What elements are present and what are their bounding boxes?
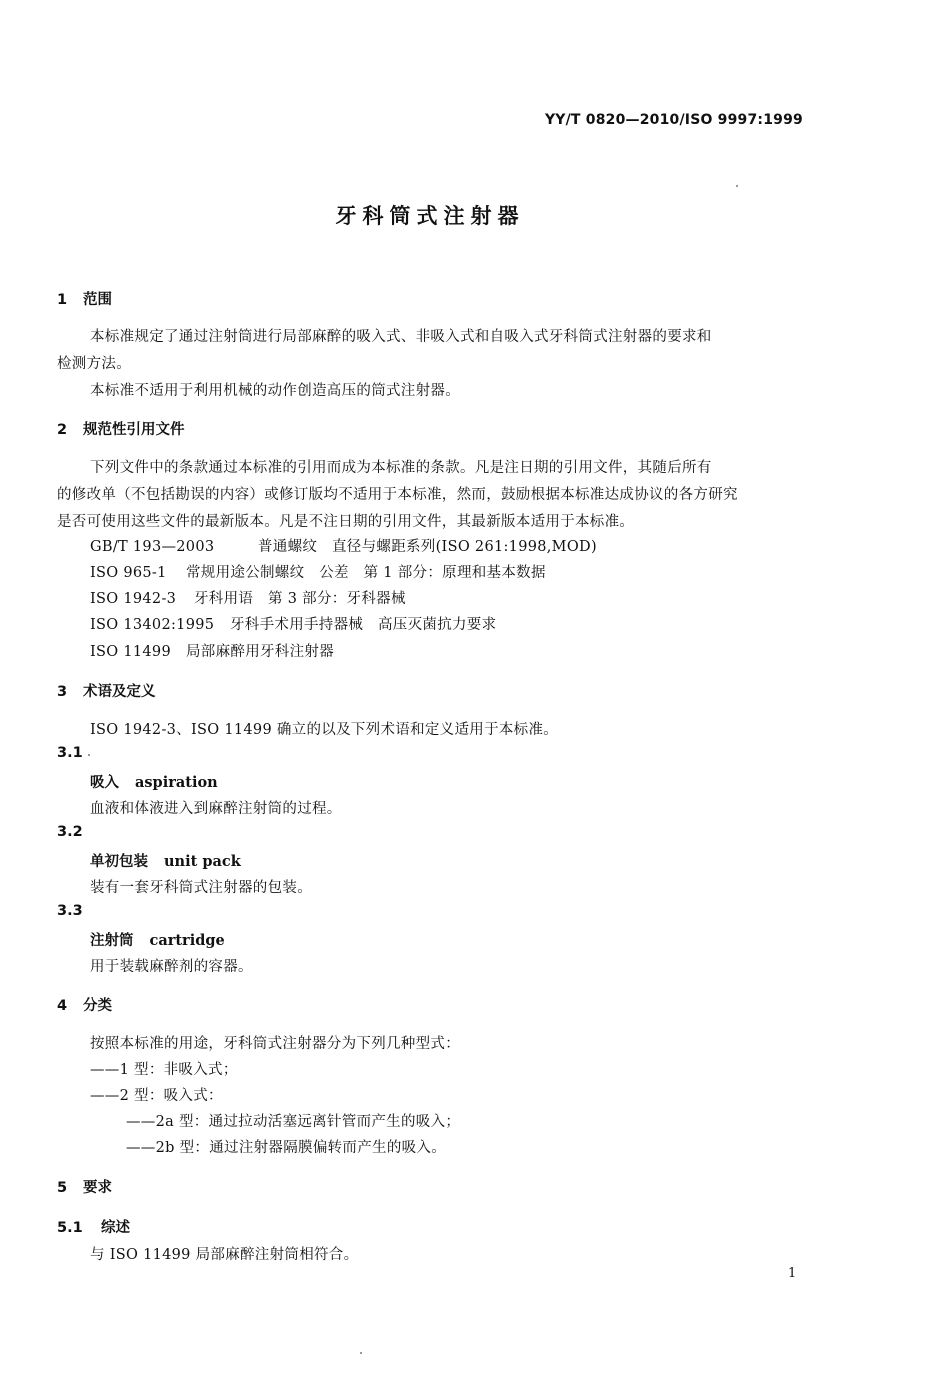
document-title: 牙科筒式注射器 [335,204,525,228]
section-3-title: 术语及定义 [83,684,156,700]
list-item: ——1 型：非吸入式； [90,1062,238,1078]
term-number: 3.1 [57,745,83,761]
term-en: aspiration [135,774,218,791]
standard-code: YY/T 0820—2010/ISO 9997:1999 [544,112,803,128]
term-cn: 单初包装 [90,854,148,870]
section-4-title: 分类 [83,998,112,1014]
reference-code: ISO 13402:1995 [90,617,215,633]
term-number: 3.2 [57,824,83,840]
section-1-para-1-line-2: 检测方法。 [57,356,131,372]
term-heading [90,850,241,871]
reference-title: 常规用途公制螺纹 公差 第 1 部分：原理和基本数据 [186,565,546,581]
term-cn: 注射筒 [90,933,134,949]
section-1-number: 1 [57,292,68,308]
reference-item [90,535,597,556]
reference-item [90,561,546,582]
section-2-para-line-2: 的修改单（不包括勘误的内容）或修订版均不适用于本标准，然而，鼓励根据本标准达成协议的各方研究 [57,487,738,503]
section-1-para-2: 本标准不适用于利用机械的动作创造高压的筒式注射器。 [90,383,460,399]
subsection-5-1-number: 5.1 [57,1220,83,1236]
section-2-para-line-3: 是否可使用这些文件的最新版本。凡是不注日期的引用文件，其最新版本适用于本标准。 [57,514,635,530]
section-4-intro: 按照本标准的用途，牙科筒式注射器分为下列几种型式： [90,1036,460,1052]
reference-code: GB/T 193—2003 [90,539,215,555]
scan-speck [360,1352,362,1354]
section-2-number: 2 [57,422,68,438]
section-1-heading [57,288,112,309]
term-heading [90,929,225,950]
subsection-5-1-title: 综述 [101,1220,130,1236]
subsection-5-1-text: 与 ISO 11499 局部麻醉注射筒相符合。 [90,1247,359,1263]
list-item: ——2b 型：通过注射器隔膜偏转而产生的吸入。 [126,1140,447,1156]
term-number: 3.3 [57,903,83,919]
section-2-heading [57,418,185,439]
section-3-intro: ISO 1942-3、ISO 11499 确立的以及下列术语和定义适用于本标准。 [90,722,559,738]
reference-item [90,613,496,634]
term-heading [90,771,218,792]
reference-title: 局部麻醉用牙科注射器 [186,644,334,660]
section-4-number: 4 [57,998,68,1014]
reference-item [90,587,406,608]
term-en: cartridge [149,932,225,949]
subsection-5-1-heading [57,1216,130,1237]
reference-item [90,640,334,661]
scan-speck [736,185,738,187]
reference-code: ISO 1942-3 [90,591,177,607]
list-item: ——2a 型：通过拉动活塞远离针管而产生的吸入； [126,1114,461,1130]
page-number: 1 [788,1266,797,1281]
section-5-title: 要求 [83,1180,112,1196]
section-1-para-1-line-1: 本标准规定了通过注射筒进行局部麻醉的吸入式、非吸入式和自吸入式牙科筒式注射器的要求和 [90,329,712,345]
section-4-heading [57,994,112,1015]
term-definition: 装有一套牙科筒式注射器的包装。 [90,880,312,896]
term-en: unit pack [164,853,241,870]
section-2-title: 规范性引用文件 [83,422,185,438]
list-item: ——2 型：吸入式： [90,1088,223,1104]
section-1-title: 范围 [83,292,112,308]
section-3-heading [57,680,156,701]
section-5-heading [57,1176,112,1197]
reference-title: 牙科用语 第 3 部分：牙科器械 [194,591,406,607]
reference-code: ISO 965-1 [90,565,167,581]
reference-title: 牙科手术用手持器械 高压灭菌抗力要求 [230,617,497,633]
section-5-number: 5 [57,1180,68,1196]
section-3-number: 3 [57,684,68,700]
term-definition: 血液和体液进入到麻醉注射筒的过程。 [90,801,342,817]
term-cn: 吸入 [90,775,119,791]
reference-title: 普通螺纹 直径与螺距系列(ISO 261:1998,MOD) [258,539,597,555]
term-definition: 用于装载麻醉剂的容器。 [90,959,253,975]
section-2-para-line-1: 下列文件中的条款通过本标准的引用而成为本标准的条款。凡是注日期的引用文件，其随后所有 [90,460,712,476]
reference-code: ISO 11499 [90,644,171,660]
scan-speck [88,754,90,756]
